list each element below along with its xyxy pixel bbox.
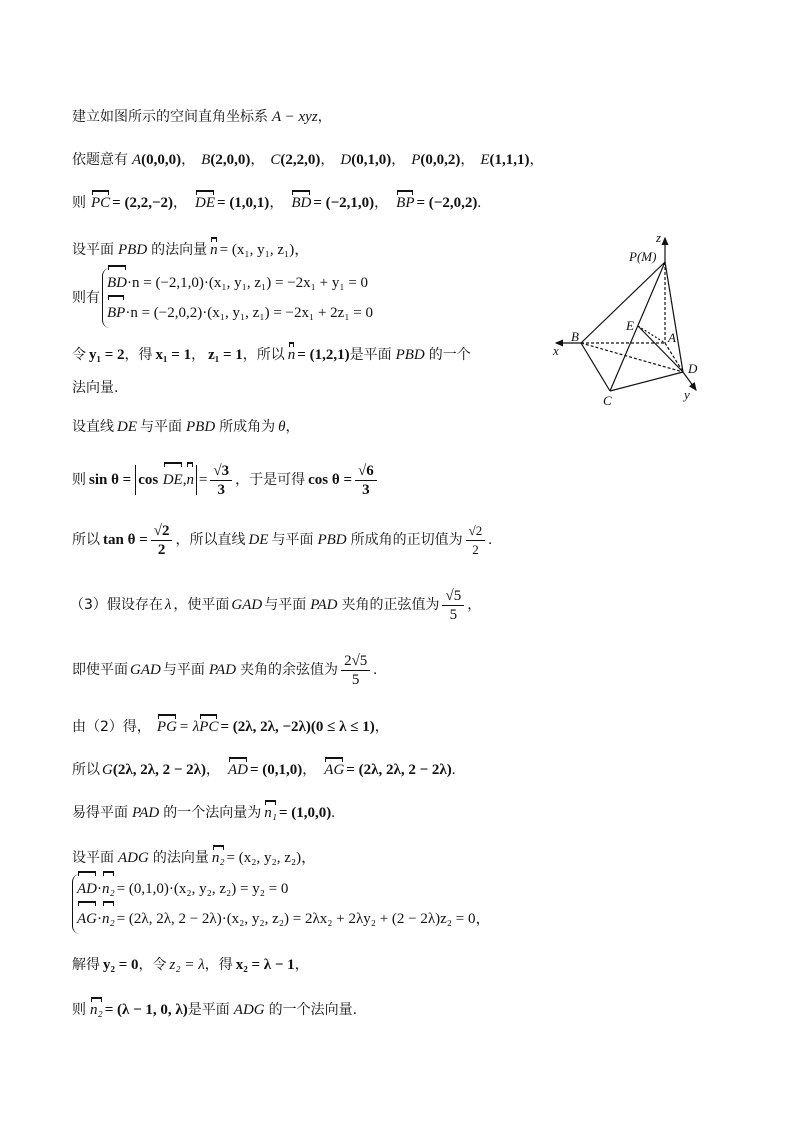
text-line-cosine (72, 650, 377, 690)
plane-name: PAD (132, 805, 160, 821)
text: 与平面 (271, 532, 314, 548)
math: x₂ = λ − 1 (235, 957, 295, 973)
math: = (1,0,0) (278, 805, 332, 821)
text: ，所以直线 (175, 532, 246, 548)
vector-value: = (2λ, 2λ, 2 − 2λ) (346, 762, 452, 778)
text: 所成角的正切值为 (350, 532, 463, 548)
text: 即使平面 (72, 662, 128, 678)
fraction: $\frac{√3}{3}$ (210, 462, 232, 499)
vector-name: PC (199, 719, 219, 735)
point-name: G (102, 762, 113, 778)
vector-value: = (1,0,1) (217, 195, 270, 211)
math: z₂ = λ (169, 957, 205, 973)
vector-name: n₂ (102, 874, 115, 904)
point-name: E (480, 152, 490, 168)
math: = (198, 472, 208, 488)
end: . (451, 762, 456, 778)
equation: = (2λ, 2λ, 2 − 2λ)·(x₂, y₂, z₂) = 2λx₂ + 2λy₂ + (2 − 2λ)z₂ = 0 (116, 911, 476, 927)
sep: ， (181, 152, 196, 168)
vector-name: AG (324, 762, 345, 778)
text: ，得 (204, 957, 233, 973)
vector-value: = (2,2,−2) (112, 195, 174, 211)
math: y₂ = 0 (103, 957, 139, 973)
vector-value: = (−2,0,2) (416, 195, 478, 211)
vector-name: AD (77, 874, 97, 904)
vector-name: DE (195, 195, 216, 211)
text: 的法向量 (151, 242, 208, 258)
math: y₁ = 2 (89, 347, 125, 363)
point-coords: (2,2,0) (280, 152, 321, 168)
point-coords: (0,0,2) (420, 152, 461, 168)
plane-name: PAD (310, 597, 338, 613)
math: = λ (178, 719, 200, 735)
vector-name: BP (107, 298, 125, 328)
vector-name: n (287, 347, 296, 363)
point-name: D (340, 152, 352, 168)
text: 所以 (72, 762, 100, 778)
absolute-value: cos DE,n (135, 465, 197, 495)
text: 夹角的正弦值为 (341, 597, 440, 613)
fraction: $\frac{2√5}{5}$ (341, 652, 370, 689)
equation-system-2 (70, 874, 491, 934)
text: 设直线 (72, 419, 114, 435)
end: . (331, 805, 335, 821)
point-coords: (1,1,1) (489, 152, 530, 168)
sep: ， (320, 152, 335, 168)
text-line-solve-n2 (72, 955, 309, 975)
end: ， (467, 597, 482, 613)
label-z: z (656, 230, 662, 245)
text: 依题意有 (72, 152, 128, 168)
text: 设平面 (72, 850, 114, 866)
sep: ， (391, 152, 406, 168)
text: 是平面 (187, 1002, 230, 1018)
vector-name: AD (228, 762, 248, 778)
plane-name: PBD (317, 532, 347, 548)
math: cos θ = (308, 472, 353, 488)
vector-name: n₂ (90, 1002, 103, 1018)
equation: ·n = (−2,0,2)·(x₁, y₁, z₁) = −2x₁ + 2z₁ = 0 (125, 305, 374, 321)
text: 的法向量 (152, 850, 209, 866)
text-line-coordinate-system (72, 107, 332, 127)
vector-name: BD (107, 268, 127, 298)
text: 则 (72, 472, 86, 488)
text: 则 (72, 1002, 86, 1018)
text: 所成角为 (219, 419, 276, 435)
sep: ， (206, 762, 220, 778)
text: 解得 (72, 957, 100, 973)
plane-name: PBD (395, 347, 425, 363)
fraction: $\frac{√2}{2}$ (466, 522, 486, 559)
vector-name: AG (77, 904, 97, 934)
text-line-tan (72, 520, 492, 560)
math: = (λ − 1, 0, λ) (104, 1002, 188, 1018)
vector-name: DE (163, 465, 183, 495)
vector-name: PG (156, 719, 177, 735)
vector-value: = (x₁, y₁, z₁)， (219, 242, 310, 258)
label-C: C (603, 393, 612, 408)
fraction: $\frac{√6}{3}$ (355, 462, 377, 499)
vector-name: PC (91, 195, 111, 211)
text-line-n2-result (72, 1000, 357, 1020)
text-line-solve-n (72, 345, 471, 365)
point-coords: (2,0,0) (210, 152, 251, 168)
plane-name: PAD (208, 662, 237, 678)
math: cos (138, 472, 159, 488)
plane-name: GAD (130, 662, 161, 678)
end: ， (294, 957, 309, 973)
text-line-g-point (72, 760, 456, 780)
text: 建立如图所示的空间直角坐标系 (72, 109, 268, 125)
label-D: D (688, 361, 698, 376)
text: 由（2）得， (72, 719, 151, 735)
plane-name: PBD (118, 242, 148, 258)
label-A: A (668, 330, 676, 345)
plane-name: GAD (231, 597, 263, 613)
vector-value: = (0,1,0) (250, 762, 303, 778)
text: 与平面 (162, 662, 205, 678)
text: 的一个法向量. (268, 1002, 358, 1018)
text: （3）假设存在 (70, 597, 163, 613)
text: ，使平面 (173, 597, 230, 613)
text-line-normal-vector (72, 240, 309, 260)
text: ，得 (124, 347, 153, 363)
label-B: B (571, 329, 579, 344)
text-line-pg (72, 717, 389, 737)
text: ， (285, 419, 300, 435)
plane-name: ADG (118, 850, 149, 866)
math-system: A − xyz (272, 109, 318, 125)
point-coords: (2λ, 2λ, 2 − 2λ) (112, 762, 206, 778)
brace-system: AD·n₂ = (0,1,0)·(x₂, y₂, z₂) = y₂ = 0 AG·n₂ = (2λ, 2λ, 2 − 2λ)·(x₂, y₂, z₂) = 2λx₂ + 2λy₂ + (2 − 2λ)z₂ = 0， (72, 874, 491, 934)
text-line-points (72, 150, 544, 170)
sep: ， (250, 152, 265, 168)
sep: ， (460, 152, 475, 168)
text-line-n2-def (72, 848, 316, 868)
text-line-sin-cos (72, 460, 380, 500)
label-y: y (684, 387, 690, 402)
point-name: B (201, 152, 211, 168)
text: ，令 (138, 957, 167, 973)
equation: = (0,1,0)·(x₂, y₂, z₂) = y₂ = 0 (116, 881, 289, 897)
text: ，所以 (242, 347, 285, 363)
text-line-part3 (70, 585, 481, 625)
math: = (1,2,1) (297, 347, 350, 363)
text-line-angle-def (72, 417, 300, 437)
vector-name: n₂ (211, 850, 225, 866)
vector-name: n₂ (102, 904, 115, 934)
text: 则有 (72, 290, 100, 306)
end: . (373, 662, 378, 678)
fraction: $\frac{√2}{2}$ (151, 522, 173, 559)
text: ， (317, 109, 332, 125)
math: x₁ = 1 (155, 347, 192, 363)
text: 的一个法向量为 (163, 805, 262, 821)
sep: ， (529, 152, 544, 168)
text: 易得平面 (72, 805, 128, 821)
text: 则 (72, 195, 86, 211)
fraction: $\frac{√5}{5}$ (442, 587, 464, 624)
brace-system (102, 268, 373, 328)
plane-name: PBD (186, 419, 216, 435)
point-coords: (0,1,0) (351, 152, 392, 168)
math: tan θ = (103, 532, 148, 548)
text: 与平面 (264, 597, 307, 613)
vector-name: BP (396, 195, 415, 211)
text: 法向量. (72, 380, 119, 396)
point-name: P (411, 152, 421, 168)
label-P: P(M) (629, 249, 657, 264)
end: . (477, 195, 482, 211)
text: 与平面 (140, 419, 182, 435)
math: = (2λ, 2λ, −2λ)(0 ≤ λ ≤ 1) (220, 719, 375, 735)
text: 令 (72, 347, 86, 363)
point-name: A (132, 152, 142, 168)
angle-symbol: θ (278, 419, 286, 435)
text: 夹角的余弦值为 (240, 662, 339, 678)
vector-name: n₁ (264, 805, 277, 821)
text-line-vectors: 则 PC = (2,2,−2) ， DE = (1,0,1) ， BD = (−2,1,0) ， BP = (−2,0,2) . (72, 195, 482, 211)
end: . (488, 532, 493, 548)
text-line-normal-end (72, 378, 118, 398)
equation: ·n = (−2,1,0)·(x₁, y₁, z₁) = −2x₁ + y₁ = 0 (127, 275, 369, 291)
text: 所以 (72, 532, 100, 548)
label-E: E (626, 318, 634, 333)
text: 设平面 (72, 242, 114, 258)
line-name: DE (117, 419, 137, 435)
lambda-symbol: λ (164, 597, 172, 613)
pyramid-diagram (540, 225, 740, 415)
text: 是平面 (349, 347, 392, 363)
end: ， (374, 719, 389, 735)
math: = (x₂, y₂, z₂)， (226, 850, 317, 866)
sep: ， (302, 762, 317, 778)
text: 的一个 (428, 347, 471, 363)
math: z₁ = 1 (208, 347, 243, 363)
vector-name: n (210, 242, 218, 258)
vector-value: = (−2,1,0) (313, 195, 375, 211)
vector-name: n (186, 465, 194, 495)
line-name: DE (248, 532, 269, 548)
text: ， (191, 347, 206, 363)
point-coords: (0,0,0) (141, 152, 182, 168)
text: ，于是可得 (235, 472, 306, 488)
plane-name: ADG (233, 1002, 265, 1018)
label-x: x (553, 343, 559, 358)
equation-system-1 (72, 268, 373, 328)
point-name: C (270, 152, 281, 168)
vector-name: BD (291, 195, 312, 211)
end: ， (475, 911, 491, 927)
text-line-n1 (72, 803, 335, 823)
math: sin θ = (89, 472, 132, 488)
